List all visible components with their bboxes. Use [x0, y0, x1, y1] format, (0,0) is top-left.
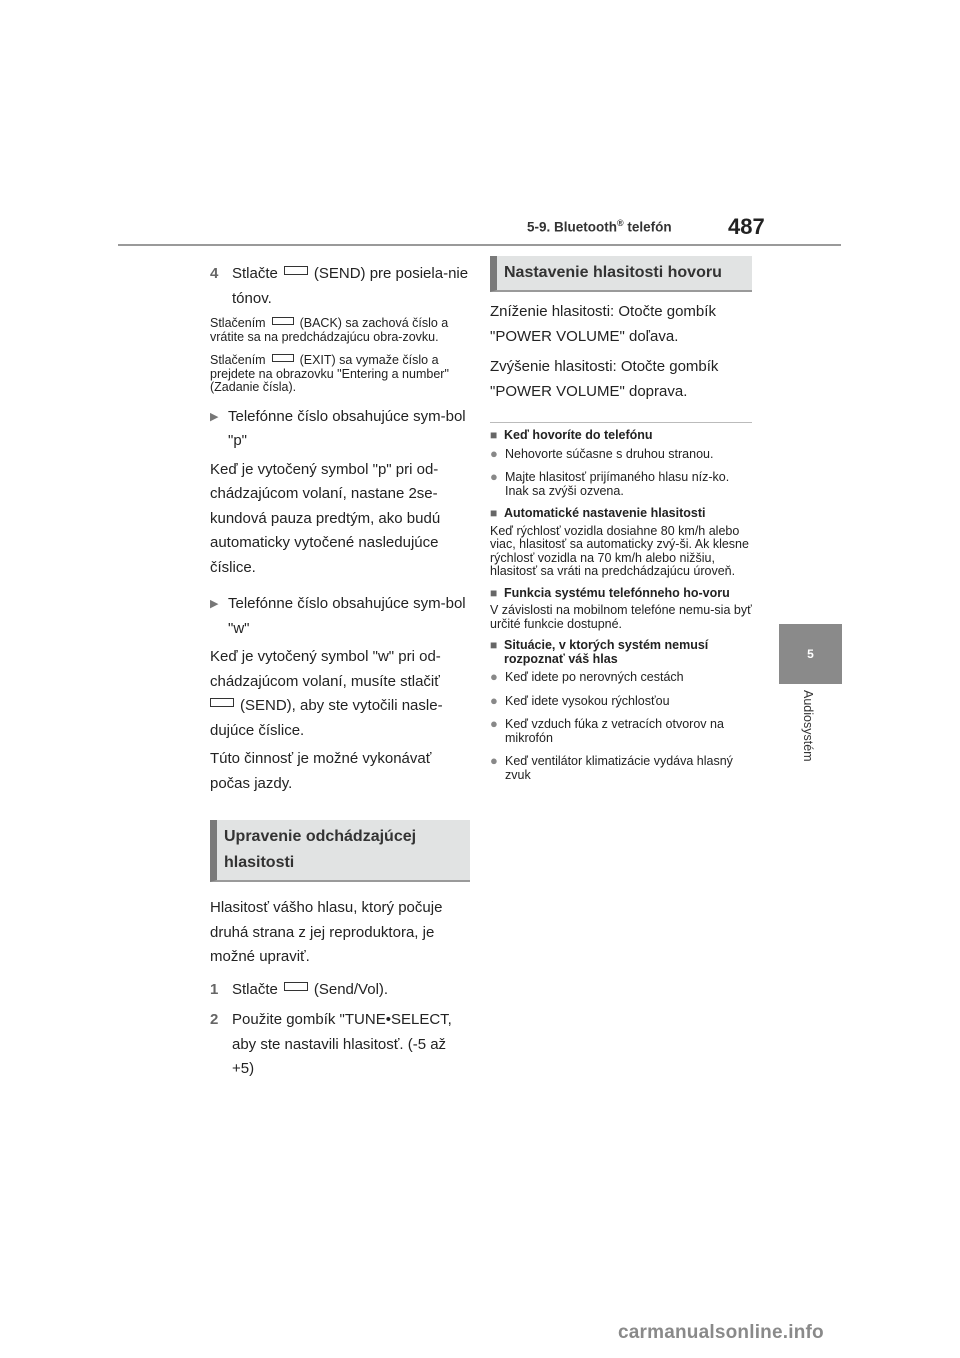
list-item-text: Nehovorte súčasne s druhou stranou. — [505, 446, 714, 461]
note-text: (EXIT) sa vymaže číslo a prejdete na obrazovku "Entering a number" (Zadanie čísla). — [210, 353, 449, 394]
section-title-suffix: telefón — [623, 219, 672, 235]
auto-volume-text: Keď rýchlosť vozidla dosiahne 80 km/h alebo viac, hlasitosť sa automaticky zvý-ši. Ak klesne rýchlosť vozidla na 70 km/h alebo nižšiu, hlasitosť sa vráti na predchádzajúcu úroveň. — [490, 523, 749, 578]
chapter-tab[interactable]: 5 — [779, 624, 842, 684]
notes-divider — [490, 422, 752, 423]
watermark-link[interactable]: carmanualsonline.info — [618, 1322, 824, 1343]
dot-bullet-icon: ● — [490, 716, 498, 731]
note-text: (BACK) sa zachová číslo a vrátite sa na predchádzajúcu obra-zovku. — [210, 316, 449, 344]
heading-text: Telefónne číslo obsahujúce sym-bol "p" — [228, 407, 466, 449]
send-button-icon — [210, 698, 234, 707]
send-button-icon — [284, 266, 308, 275]
back-button-icon — [272, 317, 294, 325]
dot-bullet-icon: ● — [490, 445, 498, 461]
list-item — [490, 754, 752, 782]
step-number: 1 — [210, 980, 219, 998]
note-heading-phone-functions — [490, 587, 752, 601]
driving-note: Túto činnosť je možné vykonávať počas jazdy. — [210, 750, 432, 792]
header-divider — [118, 244, 841, 246]
dot-bullet-icon: ● — [490, 469, 498, 484]
dot-bullet-icon: ● — [490, 753, 498, 768]
step-text: (SEND) pre posiela-nie tónov. — [232, 265, 469, 307]
step-4 — [210, 262, 470, 311]
outgoing-volume-title: Upravenie odchádzajúcej hlasitosti — [210, 820, 470, 882]
list-item — [490, 694, 752, 709]
para-text: (SEND), aby ste vytočili nasle-dujúce číslice. — [210, 697, 443, 739]
left-column — [210, 262, 470, 1088]
page-number: 487 — [728, 214, 765, 239]
step-2 — [210, 1008, 470, 1082]
note-heading-auto-volume — [490, 507, 752, 521]
w-symbol-heading — [210, 592, 470, 641]
square-bullet-icon: ■ — [490, 428, 498, 442]
note-text: Stlačením — [210, 353, 266, 367]
p-symbol-heading — [210, 405, 470, 454]
note-heading-speaking — [490, 429, 752, 443]
heading-text: Funkcia systému telefónneho ho-voru — [504, 585, 730, 600]
square-bullet-icon: ■ — [490, 506, 498, 520]
triangle-bullet-icon: ▶ — [210, 598, 219, 610]
send-vol-button-icon — [284, 982, 308, 991]
section-title-prefix: 5-9. Bluetooth — [527, 219, 617, 235]
exit-note — [210, 354, 470, 395]
step-text: Stlačte — [232, 980, 278, 998]
call-volume-title: Nastavenie hlasitosti hovoru — [490, 256, 752, 292]
step-number: 4 — [210, 265, 219, 282]
dot-bullet-icon: ● — [490, 692, 498, 708]
list-item-text: Keď idete po nerovných cestách — [505, 670, 684, 684]
square-bullet-icon: ■ — [490, 585, 498, 600]
list-item-text: Keď vzduch fúka z vetracích otvorov na mikrofón — [505, 717, 724, 745]
heading-text: Telefónne číslo obsahujúce sym-bol "w" — [228, 595, 466, 637]
note-text: Stlačením — [210, 316, 266, 330]
dot-bullet-icon: ● — [490, 669, 498, 684]
step-text: Stlačte — [232, 265, 278, 282]
heading-text: Automatické nastavenie hlasitosti — [504, 506, 706, 520]
triangle-bullet-icon: ▶ — [210, 410, 219, 423]
decrease-volume-text: Zníženie hlasitosti: Otočte gombík "POWER VOLUME" doľava. — [490, 303, 716, 345]
square-bullet-icon: ■ — [490, 638, 498, 652]
list-item — [490, 717, 752, 745]
list-item — [490, 670, 752, 685]
note-heading-voice-recognition — [490, 639, 752, 666]
right-column — [490, 256, 752, 791]
phone-functions-text: V závislosti na mobilnom telefóne nemu-sia byť určité funkcie dostupné. — [490, 603, 752, 631]
back-note — [210, 317, 470, 344]
section-title — [527, 218, 672, 235]
list-item — [490, 470, 752, 498]
para-text: Keď je vytočený symbol "w" pri od-chádzajúcom volaní, musíte stlačiť — [210, 648, 441, 690]
step-text: (Send/Vol). — [313, 980, 389, 998]
heading-text: Keď hovoríte do telefónu — [504, 428, 653, 442]
list-item-text: Keď idete vysokou rýchlosťou — [505, 693, 670, 708]
w-symbol-text — [210, 645, 470, 743]
outgoing-volume-text: Hlasitosť vášho hlasu, ktorý počuje druhá strana z jej reproduktora, je možné upraviť. — [210, 899, 443, 965]
exit-button-icon — [272, 354, 294, 362]
list-item-text: Majte hlasitosť prijímaného hlasu níz-ko. Inak sa zvýši ozvena. — [505, 470, 730, 498]
chapter-title: Audiosystém — [801, 690, 815, 762]
step-1 — [210, 978, 470, 1003]
p-symbol-text: Keď je vytočený symbol "p" pri od-chádzajúcom volaní, nastane 2se-kundová pauza predtým, ako budú automaticky vytočené nasledujúce číslice. — [210, 460, 441, 576]
step-text: Použite gombík "TUNE•SELECT, aby ste nastavili hlasitosť. (-5 až +5) — [232, 1011, 452, 1077]
increase-volume-text: Zvýšenie hlasitosti: Otočte gombík "POWER VOLUME" doprava. — [490, 358, 719, 400]
heading-text: Situácie, v ktorých systém nemusí rozpoznať váš hlas — [504, 638, 709, 666]
registered-mark: ® — [617, 218, 624, 228]
list-item — [490, 447, 752, 462]
list-item-text: Keď ventilátor klimatizácie vydáva hlasný zvuk — [505, 754, 733, 782]
step-number: 2 — [210, 1011, 219, 1028]
